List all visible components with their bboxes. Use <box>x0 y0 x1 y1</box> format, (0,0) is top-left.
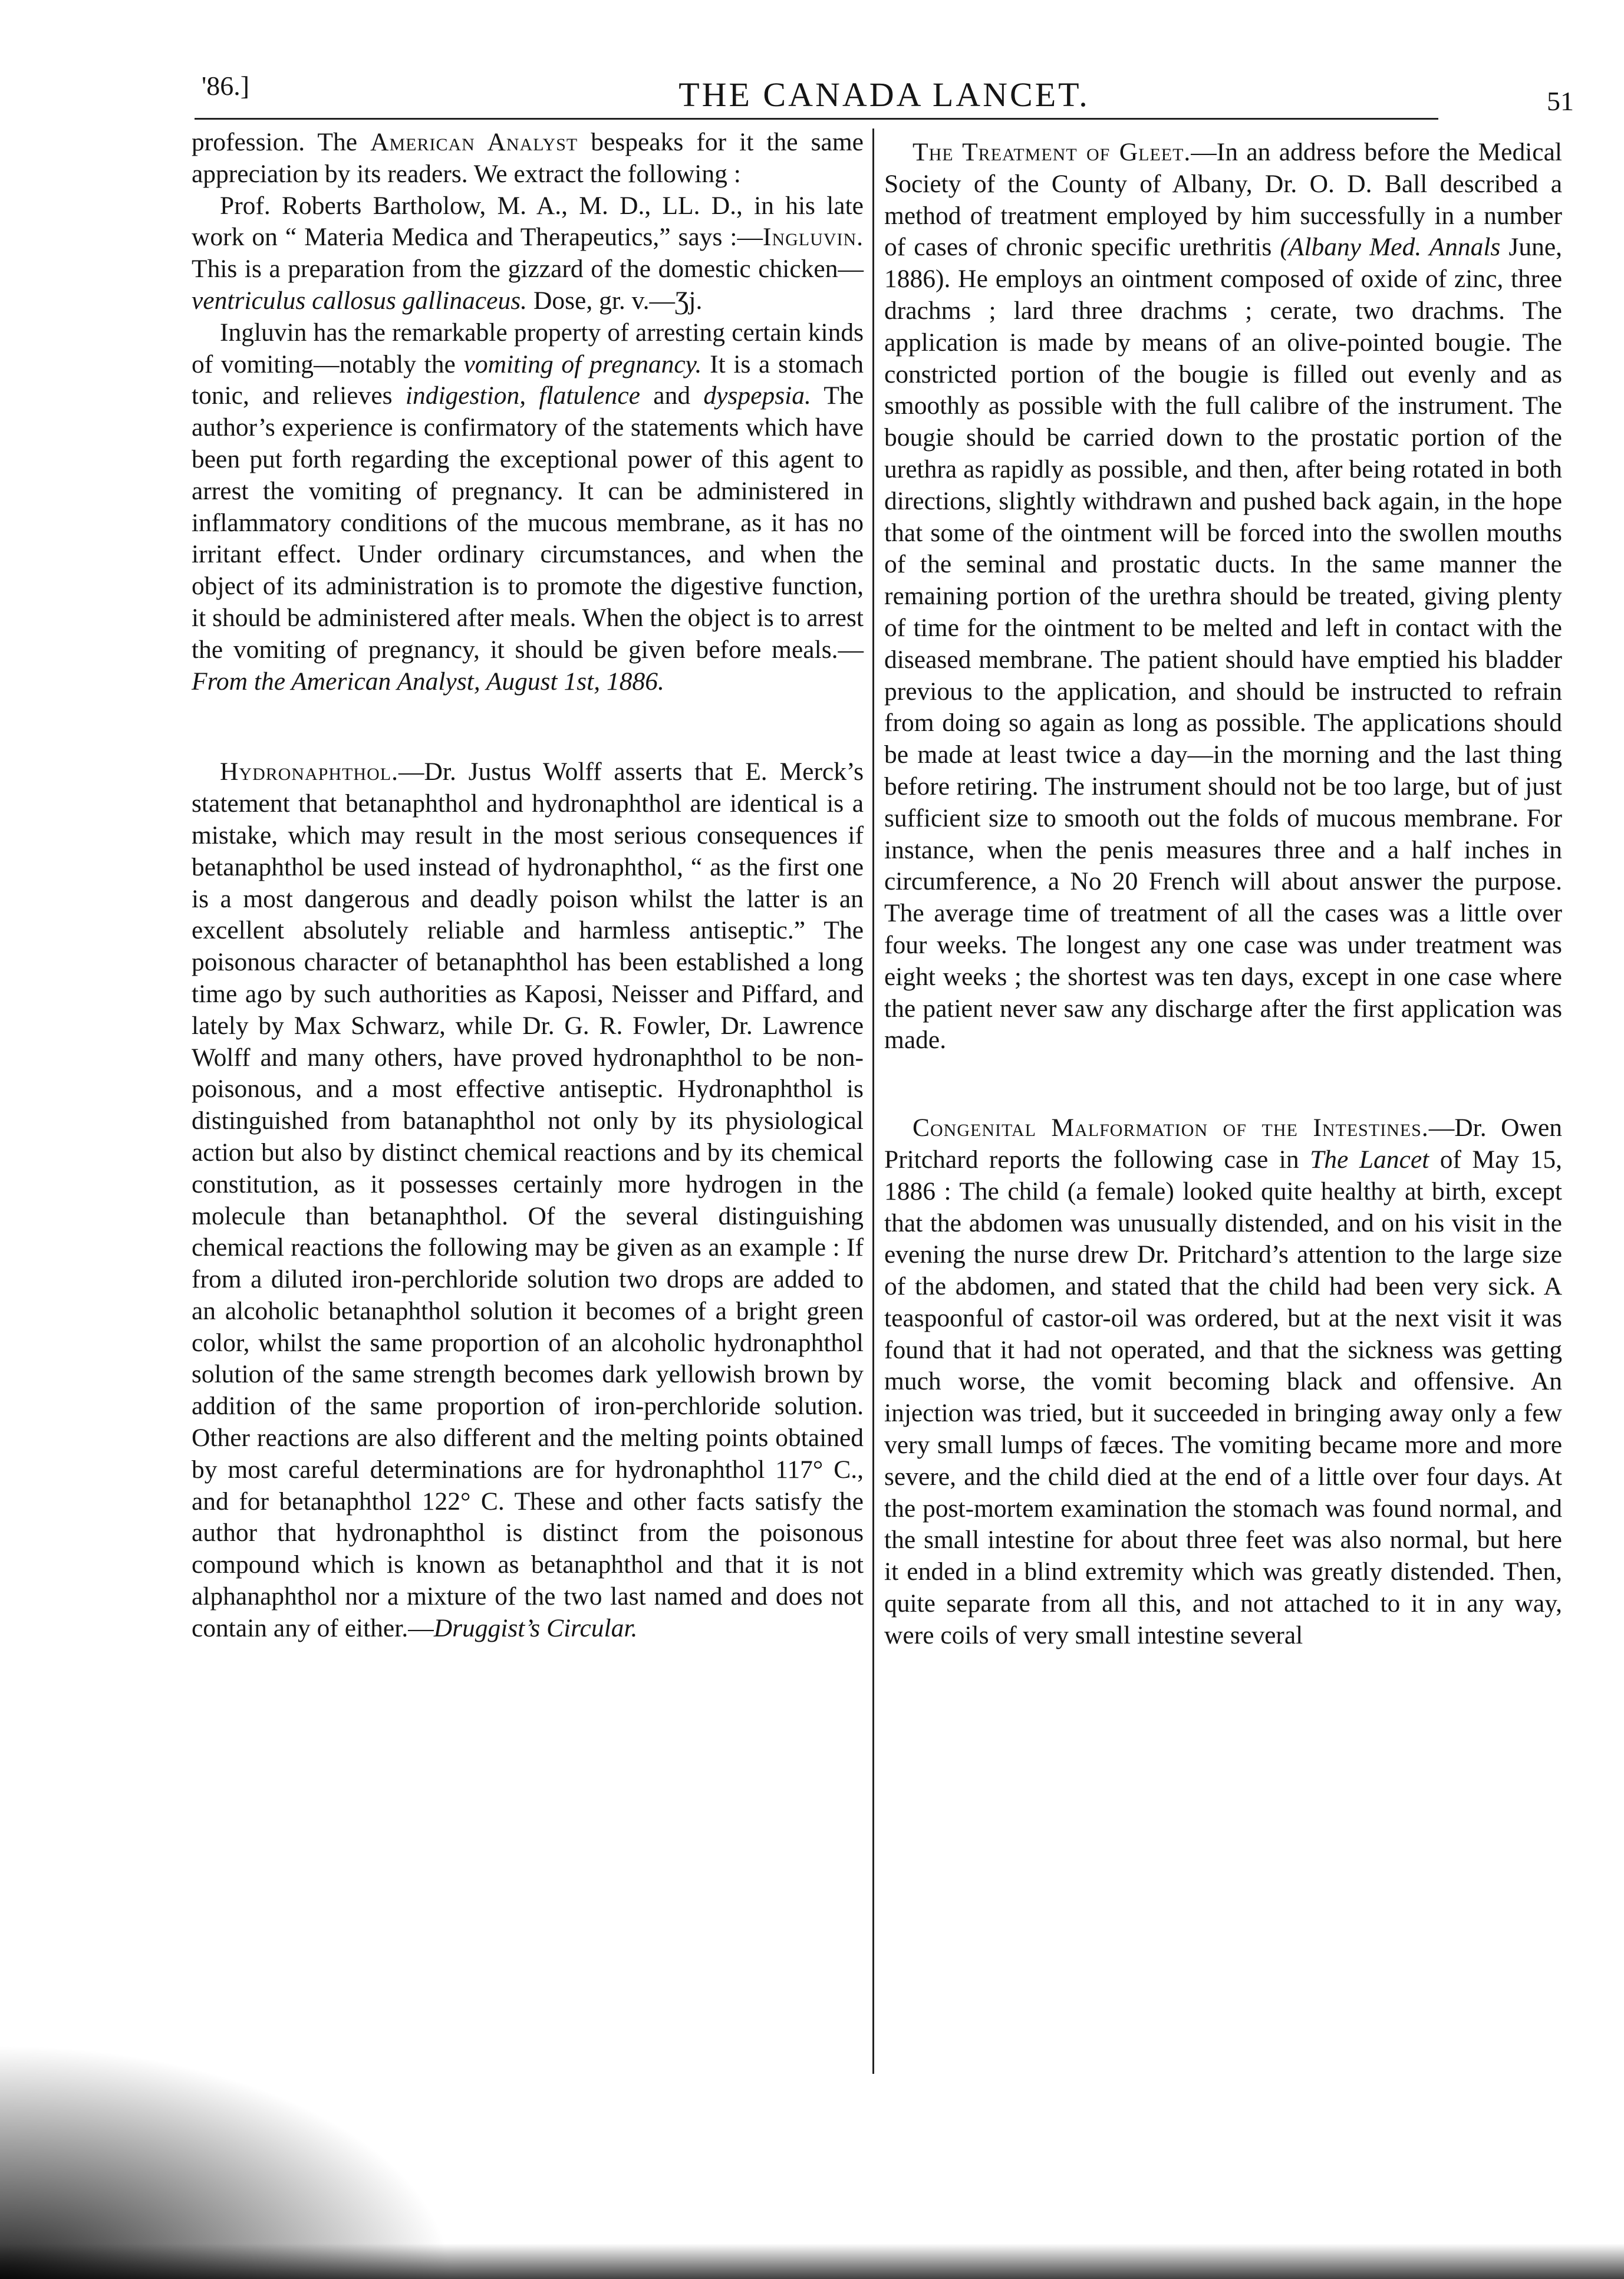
druggists-source: Druggist’s Circular. <box>433 1613 638 1642</box>
ingluvin-properties: Ingluvin has the remarkable property of arresting certain kinds of vomiting—notably the vomiting of pregnancy. It is a stomach tonic, and relieves indigestion, flatulence and dyspepsia. The author’s experience is confirmatory of the statements which have been put forth regarding the exceptional power of this agent to arrest the vomiting of pregnancy. It can be administered in inflammatory conditions of the mucous membrane, as it has no irritant effect. Under ordinary circumstances, and when the object of its administration is to promote the digestive function, it should be administered after meals. When the object is to arrest the vomiting of pregnancy, it should be given before meals.—From the American Analyst, August 1st, 1886. <box>192 318 864 696</box>
scan-edge-shadow <box>0 2004 531 2279</box>
left-column <box>192 127 864 1645</box>
congenital-heading: Congenital Malformation of the Intestines. <box>913 1114 1429 1142</box>
ingluvin-intro: profession. The American Analyst bespeaks for it the same appreciation by its readers. We extract the following : <box>192 128 864 188</box>
gleet-article: The Treatment of Gleet.—In an address before the Medical Society of the County of Albany, Dr. O. D. Ball described a method of treatment employed by him successfully in a number of cases of chronic specific urethritis (Albany Med. Annals June, 1886). He employs an ointment composed of oxide of zinc, three drachms ; lard three drachms ; cerate, two drachms. The application is made by means of an olive-pointed bougie. The constricted portion of the bougie is filled out evenly and as smoothly as possible with the full calibre of the instrument. The bougie should be carried down to the prostatic portion of the urethra as rapidly as possible, and then, after being rotated in both directions, slightly withdrawn and pushed back again, in the hope that some of the ointment will be forced into the swollen mouths of the seminal and prostatic ducts. In the same manner the remaining portion of the urethra should be treated, giving plenty of time for the ointment to be melted and left in contact with the diseased membrane. The patient should have emptied his bladder previous to the application, and should be instructed to refrain from doing so again as long as possible. The applications should be made at least twice a day—in the morning and the last thing before retiring. The instrument should not be too large, but of just sufficient size to smooth out the folds of mucous membrane. For instance, when the penis measures three and a half inches in circumference, a No 20 French will about answer the purpose. The average time of treatment of all the cases was a little over four weeks. The longest any one case was under treatment was eight weeks ; the shortest was ten days, except in one case where the patient never saw any discharge after the first application was made. <box>884 138 1563 1055</box>
header-year: '86.] <box>202 71 250 101</box>
scan-bottom-band <box>0 2244 1624 2279</box>
right-column <box>884 137 1562 1652</box>
page-header <box>195 62 1574 127</box>
hydronaphthol-article: Hydronaphthol.—Dr. Justus Wolff asserts that E. Merck’s statement that betanaphthol and hydronaphthol are identical is a mistake, which may result in the most serious consequences if betanaphthol be used instead of hydronaphthol, “ as the first one is a most dangerous and deadly poison whilst the latter is an excellent absolutely reliable and harmless antiseptic.” The poisonous character of betanaphthol has been established a long time ago by such authorities as Kaposi, Neisser and Piffard, and lately by Max Schwarz, while Dr. G. R. Fowler, Dr. Lawrence Wolff and many others, have proved hydronaphthol to be non-poisonous, and a most effective antiseptic. Hydronaphthol is distinguished from batanaphthol not only by its physiological action but also by distinct chemical reactions and by its chemical constitution, as it possesses certainly more hydrogen in the molecule than betanaphthol. Of the several distinguishing chemical reactions the following may be given as an example : If from a diluted iron-perchloride solution two drops are added to an alcoholic betanaphthol solution it becomes of a bright green color, whilst the same proportion of an alcoholic hydronaphthol solution of the same strength becomes dark yellowish brown by addition of the same proportion of iron-perchloride solution. Other reactions are also different and the melting points obtained by most careful determinations are for hydronaphthol 117° C., and for betanaphthol 122° C. These and other facts satisfy the author that hydronaphthol is distinct from the poisonous compound which is known as betanaphthol and that it is not alphanaphthol nor a mixture of the two last named and does not contain any of either.—Druggist’s Circular. <box>192 758 864 1642</box>
header-rule <box>195 118 1438 120</box>
american-analyst: American Analyst <box>370 128 578 156</box>
bartholow-quote: Prof. Roberts Bartholow, M. A., M. D., LL. D., in his late work on “ Materia Medica and Therapeutics,” says :—Ingluvin. This is a preparation from the gizzard of the domestic chicken—ventriculus callosus gallinaceus. Dose, gr. v.—Ʒj. <box>192 191 864 315</box>
gleet-heading: The Treatment of Gleet. <box>913 138 1191 166</box>
ingluvin-heading: Ingluvin. <box>762 223 864 252</box>
hydronaphthol-heading: Hydronaphthol. <box>220 758 398 786</box>
page-number: 51 <box>1547 86 1574 116</box>
column-divider <box>872 129 874 2074</box>
journal-title: THE CANADA LANCET. <box>678 75 1090 114</box>
congenital-article: Congenital Malformation of the Intestines.—Dr. Owen Pritchard reports the following case in The Lancet of May 15, 1886 : The child (a female) looked quite healthy at birth, except that the abdomen was unusually distended, and on his visit in the evening the nurse drew Dr. Pritchard’s attention to the large size of the abdomen, and stated that the child had been very sick. A teaspoonful of castor-oil was ordered, but at the next visit it was found that it had not operated, and that the sickness was getting much worse, the vomit becoming black and offensive. An injection was tried, but it succeeded in bringing away only a few very small lumps of fæces. The vomiting became more and more severe, and the child died at the end of a little over four days. At the post-mortem examination the stomach was found normal, and the small intestine for about three feet was also normal, but here it ended in a blind extremity which was greatly distended. Then, quite separate from all this, and not attached to it in any way, were coils of very small intestine several <box>884 1114 1563 1649</box>
analyst-source: From the American Analyst, August 1st, 1886. <box>192 667 664 696</box>
